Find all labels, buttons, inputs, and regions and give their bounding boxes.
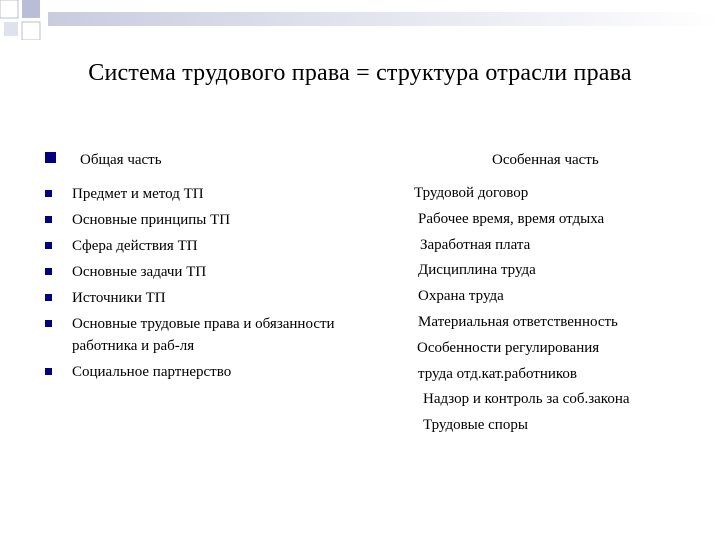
square-bullet-icon bbox=[45, 320, 52, 327]
list-item: Трудовые споры bbox=[423, 417, 528, 434]
list-item: Источники ТП bbox=[45, 285, 345, 311]
square-bullet-icon bbox=[45, 242, 52, 249]
list-item: Трудовой договор bbox=[414, 185, 529, 201]
slide-title: Система трудового права = структура отрасли права bbox=[88, 60, 632, 86]
list-item: Особенности регулирования bbox=[417, 339, 600, 356]
general-part-heading: Общая часть bbox=[80, 152, 162, 168]
general-part-list bbox=[45, 181, 345, 385]
list-item: Основные задачи ТП bbox=[45, 259, 345, 285]
square-bullet-icon bbox=[45, 268, 52, 275]
list-item: Материальная ответственность bbox=[418, 313, 618, 330]
list-item: Основные принципы ТП bbox=[45, 207, 345, 233]
square-bullet-icon bbox=[45, 216, 52, 223]
square-bullet-icon bbox=[45, 190, 52, 197]
square-bullet-icon bbox=[45, 294, 52, 301]
list-item: Предмет и метод ТП bbox=[45, 181, 345, 207]
list-item: Надзор и контроль за соб.закона bbox=[423, 391, 630, 408]
heading-bullet-icon bbox=[45, 152, 56, 163]
square-bullet-icon bbox=[45, 368, 52, 375]
list-item: Рабочее время, время отдыха bbox=[418, 210, 605, 227]
list-item: Сфера действия ТП bbox=[45, 233, 345, 259]
list-item: Заработная плата bbox=[420, 236, 531, 253]
special-part-list bbox=[414, 181, 714, 439]
header-decoration bbox=[0, 0, 720, 40]
list-item: Социальное партнерство bbox=[45, 359, 345, 385]
special-part-heading: Особенная часть bbox=[492, 152, 599, 168]
list-item: Охрана труда bbox=[418, 288, 504, 305]
list-item: труда отд.кат.работников bbox=[418, 365, 577, 382]
list-item: Дисциплина труда bbox=[418, 262, 536, 279]
list-item: Основные трудовые права и обязанности работника и раб-ля bbox=[45, 311, 345, 359]
